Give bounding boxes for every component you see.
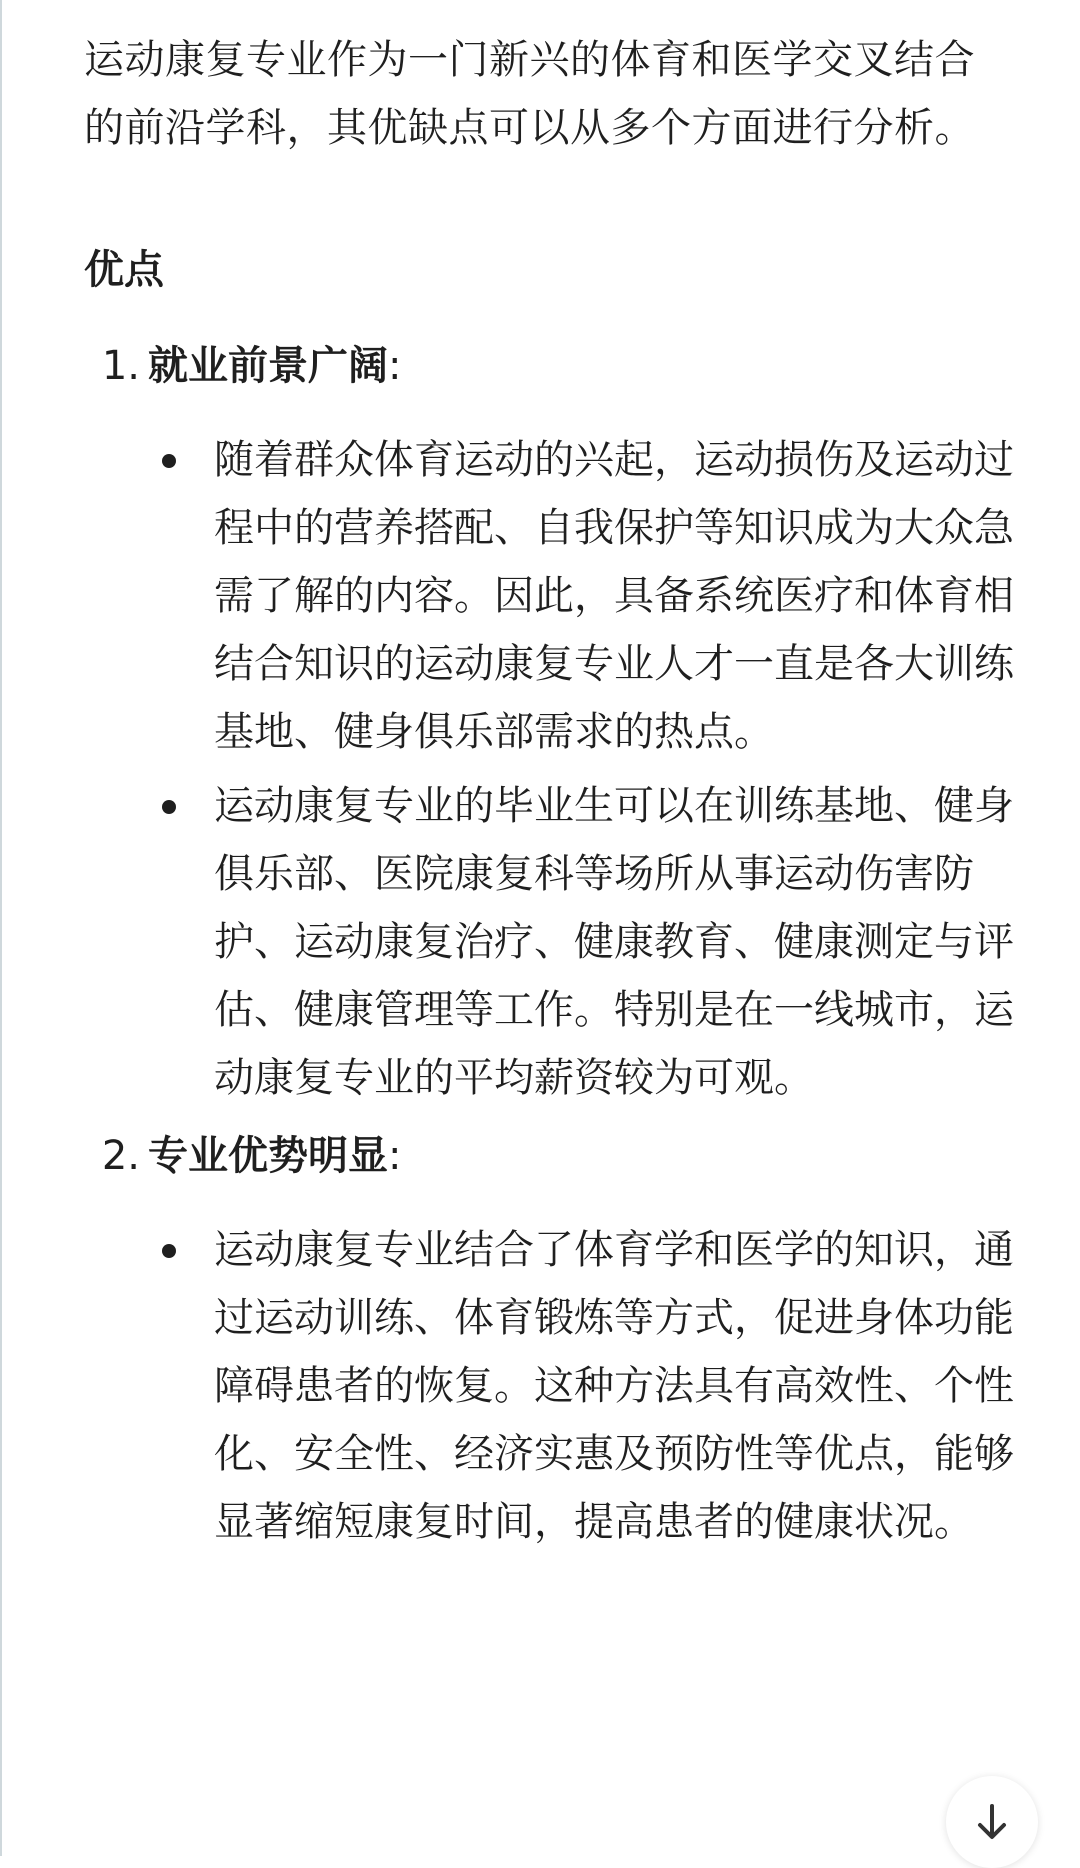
arrow-down-icon: [970, 1800, 1014, 1844]
left-edge-divider: [0, 0, 2, 1856]
point-colon: :: [388, 343, 402, 389]
list-item: [84, 332, 1014, 1112]
bullet-text: 随着群众体育运动的兴起，运动损伤及运动过程中的营养搭配、自我保护等知识成为大众急需了解的内容。因此，具备系统医疗和体育相结合知识的运动康复专业人才一直是各大训练基地、健身俱乐部需求的热点。: [214, 437, 1014, 755]
point-title: 就业前景广阔: [148, 343, 388, 389]
point-title: 专业优势明显: [148, 1133, 388, 1179]
point-number: 1.: [101, 343, 140, 389]
list-item: [84, 1122, 1014, 1556]
bullet-text: 运动康复专业结合了体育学和医学的知识，通过运动训练、体育锻炼等方式，促进身体功能障碍患者的恢复。这种方法具有高效性、个性化、安全性、经济实惠及预防性等优点，能够显著缩短康复时间，提高患者的健康状况。: [214, 1227, 1014, 1545]
bullet-dot-icon: [162, 454, 176, 468]
bullet-list: [148, 1216, 1014, 1556]
point-heading: [101, 1122, 1004, 1190]
bullet-text: 运动康复专业的毕业生可以在训练基地、健身俱乐部、医院康复科等场所从事运动伤害防护、运动康复治疗、健康教育、健康测定与评估、健康管理等工作。特别是在一线城市，运动康复专业的平均薪资较为可观。: [214, 783, 1014, 1101]
chat-response: [84, 26, 1014, 1566]
bullet-item: [148, 1216, 1014, 1556]
section-heading-advantages: 优点: [84, 247, 164, 293]
bullet-dot-icon: [162, 1244, 176, 1258]
bullet-item: [148, 772, 1014, 1112]
bullet-list: [148, 426, 1014, 1112]
bullet-item: [148, 426, 1014, 766]
point-colon: :: [388, 1133, 402, 1179]
intro-paragraph: 运动康复专业作为一门新兴的体育和医学交叉结合的前沿学科，其优缺点可以从多个方面进行分析。: [84, 37, 975, 151]
bullet-dot-icon: [162, 800, 176, 814]
advantages-list: [84, 332, 1014, 1556]
scroll-to-bottom-button[interactable]: [946, 1776, 1038, 1868]
point-heading: [101, 332, 1004, 400]
point-number: 2.: [101, 1133, 140, 1179]
